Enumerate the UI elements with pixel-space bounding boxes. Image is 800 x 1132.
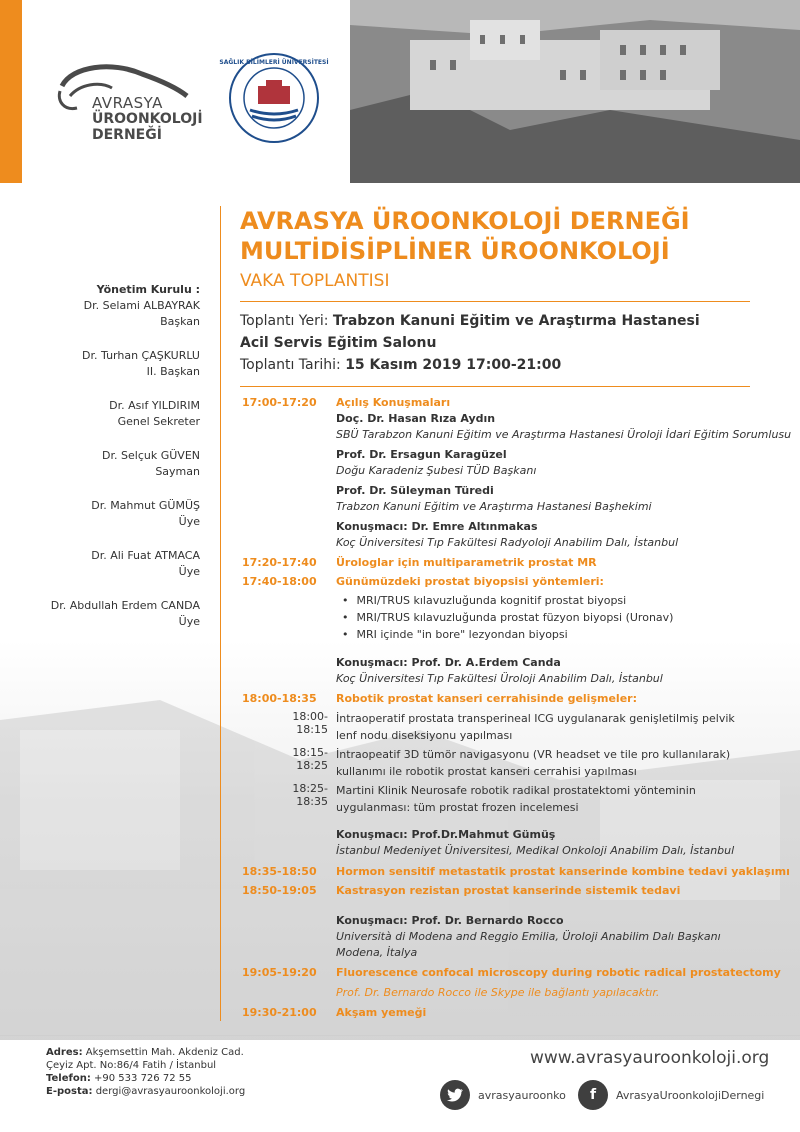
member-name: Dr. Turhan ÇAŞKURLU: [82, 349, 200, 362]
member-name: Dr. Selami ALBAYRAK: [83, 299, 200, 312]
email-label: E-posta:: [46, 1086, 93, 1097]
session-title: Fluorescence confocal microscopy during robotic radical prostatectomy: [336, 966, 781, 979]
board-member: [20, 348, 200, 380]
monastery-photo: [350, 0, 800, 183]
session-time: 18:50-19:05: [242, 884, 317, 897]
speaker-name: Doç. Dr. Hasan Rıza Aydın: [336, 412, 496, 425]
board-member: [20, 598, 200, 630]
svg-text:SAĞLIK BİLİMLERİ ÜNİVERSİTESİ: SAĞLIK BİLİMLERİ ÜNİVERSİTESİ: [219, 59, 329, 66]
subsession-text: İntraoperatif prostata transperineal ICG uygulanarak genişletilmiş pelvik lenf nodu diseksiyonu yapılması: [336, 712, 735, 742]
board-member: [20, 398, 200, 430]
website-link[interactable]: www.avrasyauroonkoloji.org: [530, 1048, 770, 1068]
board-member: [20, 548, 200, 580]
meeting-info: [240, 310, 760, 376]
board-list: [20, 282, 200, 648]
footer-divider: [0, 1035, 800, 1036]
speaker-affiliation: Università di Modena and Reggio Emilia, Üroloji Anabilim Dalı Başkanı: [336, 930, 721, 943]
vertical-divider: [220, 206, 221, 1021]
title-line-3: VAKA TOPLANTISI: [240, 271, 390, 291]
subsession-time: 18:25-18:35: [292, 782, 328, 808]
member-name: Dr. Abdullah Erdem CANDA: [50, 599, 200, 612]
session-title: Günümüzdeki prostat biyopsisi yöntemleri:: [336, 575, 604, 588]
date-value: 15 Kasım 2019 17:00-21:00: [345, 357, 562, 373]
member-role: Üye: [178, 515, 200, 528]
member-name: Dr. Asıf YILDIRIM: [109, 399, 200, 412]
list-item: • MRI/TRUS kılavuzluğunda prostat füzyon biyopsi (Uronav): [342, 609, 673, 626]
title-block: [240, 206, 760, 294]
logo-line-2: ÜROONKOLOJİ: [92, 111, 203, 127]
logo-line-3: DERNEĞİ: [92, 127, 162, 143]
phone-label: Telefon:: [46, 1073, 91, 1084]
facebook-handle: AvrasyaUroonkolojiDernegi: [616, 1088, 765, 1102]
address-line-2: Çeyiz Apt. No:86/4 Fatih / İstanbul: [46, 1060, 217, 1071]
speaker-name: Konuşmacı: Prof.Dr.Mahmut Gümüş: [336, 828, 556, 841]
member-role: II. Başkan: [146, 365, 200, 378]
speaker-affiliation: İstanbul Medeniyet Üniversitesi, Medikal Onkoloji Anabilim Dalı, İstanbul: [336, 844, 735, 857]
subsession-time: 18:15-18:25: [292, 746, 328, 772]
member-name: Dr. Ali Fuat ATMACA: [91, 549, 200, 562]
member-name: Dr. Mahmut GÜMÜŞ: [91, 499, 200, 512]
session-time: 19:30-21:00: [242, 1006, 317, 1019]
twitter-handle: avrasyauroonko: [478, 1088, 566, 1102]
session-title: Hormon sensitif metastatik prostat kanserinde kombine tedavi yaklaşımı: [336, 865, 790, 878]
university-seal: [219, 52, 329, 144]
member-name: Dr. Selçuk GÜVEN: [102, 449, 200, 462]
facebook-link[interactable]: [578, 1080, 764, 1110]
session-time: 17:20-17:40: [242, 556, 317, 569]
phone-value: +90 533 726 72 55: [94, 1073, 192, 1084]
speaker-name: Konuşmacı: Prof. Dr. A.Erdem Canda: [336, 656, 561, 669]
avrasya-logo-text: [92, 95, 203, 143]
address-label: Adres:: [46, 1047, 83, 1058]
session-title: Robotik prostat kanseri cerrahisinde gelişmeler:: [336, 692, 637, 705]
biopsy-list: [342, 592, 673, 643]
facebook-icon: f: [578, 1080, 608, 1110]
orange-accent-bar: [0, 0, 22, 183]
board-member: [20, 448, 200, 480]
list-item: • MRI/TRUS kılavuzluğunda kognitif prostat biyopsi: [342, 592, 673, 609]
board-member: [20, 498, 200, 530]
session-title: Akşam yemeği: [336, 1006, 427, 1019]
title-line-1: AVRASYA ÜROONKOLOJİ DERNEĞİ: [240, 207, 690, 235]
logo-line-1: AVRASYA: [92, 94, 163, 112]
member-role: Sayman: [155, 465, 200, 478]
session-time: 17:00-17:20: [242, 396, 317, 409]
board-heading: Yönetim Kurulu :: [96, 283, 200, 296]
session-title: Ürologlar için multiparametrik prostat MR: [336, 556, 597, 569]
session-title: Açılış Konuşmaları: [336, 396, 451, 409]
speaker-affiliation: Doğu Karadeniz Şubesi TÜD Başkanı: [336, 464, 537, 477]
twitter-link[interactable]: [440, 1080, 566, 1110]
session-time: 17:40-18:00: [242, 575, 317, 588]
board-member: [20, 298, 200, 330]
session-time: 19:05-19:20: [242, 966, 317, 979]
session-note: Prof. Dr. Bernardo Rocco ile Skype ile bağlantı yapılacaktır.: [336, 986, 660, 999]
meeting-divider: [240, 386, 750, 387]
speaker-name: Konuşmacı: Dr. Emre Altınmakas: [336, 520, 538, 533]
address-line-1: Akşemsettin Mah. Akdeniz Cad.: [85, 1047, 244, 1058]
title-divider: [240, 301, 750, 302]
speaker-name: Prof. Dr. Süleyman Türedi: [336, 484, 494, 497]
speaker-affiliation: Trabzon Kanuni Eğitim ve Araştırma Hastanesi Başhekimi: [336, 500, 652, 513]
speaker-name: Konuşmacı: Prof. Dr. Bernardo Rocco: [336, 914, 564, 927]
speaker-affiliation: Koç Üniversitesi Tıp Fakültesi Üroloji Anabilim Dalı, İstanbul: [336, 672, 663, 685]
email-link[interactable]: dergi@avrasyauroonkoloji.org: [95, 1086, 246, 1097]
member-role: Genel Sekreter: [117, 415, 200, 428]
member-role: Başkan: [160, 315, 200, 328]
subsession-text: Martini Klinik Neurosafe robotik radikal prostatektomi yönteminin uygulanması: tüm prostat frozen incelemesi: [336, 784, 696, 814]
subsession-time: 18:00-18:15: [292, 710, 328, 736]
twitter-icon: [440, 1080, 470, 1110]
title-line-2: MULTİDİSİPLİNER ÜROONKOLOJİ: [240, 237, 670, 265]
member-role: Üye: [178, 615, 200, 628]
speaker-affiliation: Koç Üniversitesi Tıp Fakültesi Radyoloji Anabilim Dalı, İstanbul: [336, 536, 679, 549]
footer-contact: [46, 1046, 245, 1098]
member-role: Üye: [178, 565, 200, 578]
date-label: Toplantı Tarihi:: [240, 357, 341, 373]
subsession-text: İntraopeatif 3D tümör navigasyonu (VR headset ve tile pro kullanılarak) kullanımı ile robotik prostat kanseri cerrahisi yapılması: [336, 748, 731, 778]
speaker-affiliation: Modena, İtalya: [336, 946, 418, 959]
speaker-affiliation: SBÜ Tarabzon Kanuni Eğitim ve Araştırma Hastanesi Üroloji İdari Eğitim Sorumlusu: [336, 428, 792, 441]
session-time: 18:00-18:35: [242, 692, 317, 705]
place-label: Toplantı Yeri:: [240, 313, 329, 329]
list-item: • MRI içinde "in bore" lezyondan biyopsi: [342, 626, 673, 643]
speaker-name: Prof. Dr. Ersagun Karagüzel: [336, 448, 507, 461]
place-value: Trabzon Kanuni Eğitim ve Araştırma Hastanesi: [332, 313, 700, 329]
session-title: Kastrasyon rezistan prostat kanserinde sistemik tedavi: [336, 884, 681, 897]
session-time: 18:35-18:50: [242, 865, 317, 878]
place-value-2: Acil Servis Eğitim Salonu: [240, 335, 437, 351]
